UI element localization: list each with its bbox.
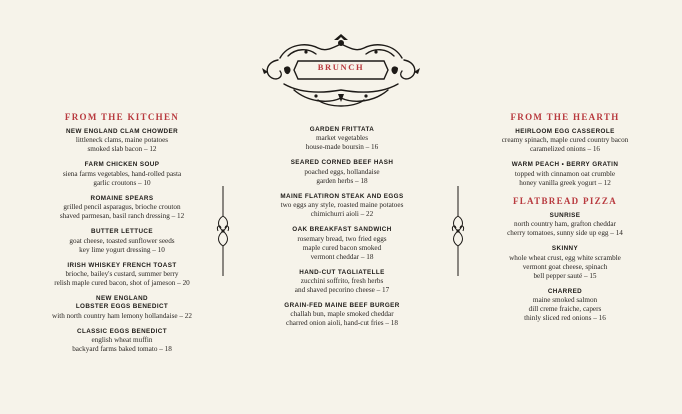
menu-item-name: HAND-CUT TAGLIATELLE: [299, 268, 385, 276]
menu-item-desc: vermont cheddar – 18: [310, 252, 374, 261]
menu-item-desc: key lime yogurt dressing – 10: [79, 245, 165, 254]
menu-item: [474, 245, 656, 280]
menu-item: [38, 328, 206, 354]
menu-item-desc: charred onion aioli, hand-cut fries – 18: [286, 319, 398, 328]
mains-column: [244, 126, 440, 335]
menu-item-desc: brioche, bailey's custard, summer berry: [65, 270, 179, 279]
menu-item: [474, 128, 656, 154]
menu-item: [38, 228, 206, 254]
menu-item: [38, 128, 206, 154]
menu-item-desc: north country ham, grafton cheddar: [514, 220, 616, 229]
menu-item-desc: challah bun, maple smoked cheddar: [290, 310, 394, 319]
menu-item-name: CHARRED: [547, 287, 583, 295]
menu-item-name: SKINNY: [551, 245, 579, 253]
ornamental-divider-icon: [216, 186, 230, 276]
menu-item-desc: bell pepper sauté – 15: [533, 271, 597, 280]
menu-item-desc: dill creme fraiche, capers: [528, 305, 602, 314]
menu-item-desc: chimichurri aioli – 22: [310, 210, 374, 219]
menu-item-name: SEARED CORNED BEEF HASH: [290, 159, 394, 167]
hearth-column: [474, 112, 656, 330]
menu-item: [244, 159, 440, 185]
menu-item-name: MAINE FLATIRON STEAK AND EGGS: [280, 192, 404, 200]
menu-item-desc: siena farms vegetables, hand-rolled pasta: [62, 169, 182, 178]
menu-item-desc: topped with cinnamon oat crumble: [514, 169, 616, 178]
menu-item-desc: backyard farms baked tomato – 18: [72, 345, 172, 354]
menu-item-name: NEW ENGLAND CLAM CHOWDER: [65, 128, 179, 135]
menu-item-desc: relish maple cured bacon, shot of jameson – 20: [54, 279, 190, 288]
menu-item-desc: smoked slab bacon – 12: [87, 145, 157, 154]
menu-item-desc: market vegetables: [315, 134, 369, 143]
menu-item-name: HEIRLOOM EGG CASSEROLE: [515, 128, 615, 135]
menu-item: [244, 226, 440, 261]
menu-item-desc: zucchini soffrito, fresh herbs: [300, 277, 384, 286]
menu-item-desc: garden herbs – 18: [316, 176, 368, 185]
section-heading-flatbread: FLATBREAD PIZZA: [512, 195, 618, 206]
menu-item-desc: english wheat muffin: [91, 336, 153, 345]
menu-item-name: FARM CHICKEN SOUP: [84, 161, 160, 169]
menu-item-desc: creamy spinach, maple cured country bacon: [501, 136, 629, 145]
ornamental-divider-icon: [451, 186, 465, 276]
menu-item-name: WARM PEACH • BERRY GRATIN: [511, 161, 619, 169]
menu-item: [38, 262, 206, 288]
menu-item: [244, 302, 440, 328]
section-heading-kitchen: FROM THE KITCHEN: [64, 112, 180, 122]
menu-item-desc: grilled pencil asparagus, brioche crouton: [63, 203, 181, 212]
menu-item: [38, 161, 206, 187]
section-heading-hearth: FROM THE HEARTH: [510, 112, 620, 122]
menu-item: [474, 212, 656, 238]
menu-item-name: NEW ENGLAND: [96, 295, 148, 303]
page-title: BRUNCH: [317, 62, 365, 72]
kitchen-column: [38, 112, 206, 361]
menu-item-desc: littleneck clams, maine potatoes: [75, 136, 169, 145]
menu-item-desc: and shaved pecorino cheese – 17: [294, 286, 390, 295]
menu-item: [474, 288, 656, 323]
menu-item-name: CLASSIC EGGS BENEDICT: [77, 327, 167, 335]
menu-item-desc: shaved parmesan, basil ranch dressing – 12: [59, 212, 185, 221]
menu-item-desc: rosemary bread, two fried eggs: [297, 234, 387, 243]
menu-item-name: OAK BREAKFAST SANDWICH: [292, 226, 392, 234]
menu-item-name: IRISH WHISKEY FRENCH TOAST: [67, 261, 177, 269]
menu-item-desc: caramelized onions – 16: [529, 145, 601, 154]
menu-item-desc: whole wheat crust, egg white scramble: [509, 253, 621, 262]
ornamental-crest-icon: [258, 34, 424, 110]
menu-item-desc: with north country ham lemony hollandaise – 22: [52, 311, 192, 320]
menu-item-name: GARDEN FRITTATA: [309, 126, 375, 133]
menu-item: [474, 161, 656, 187]
menu-item-desc: vermont goat cheese, spinach: [522, 262, 608, 271]
menu-item-desc: cherry tomatoes, sunny side up egg – 14: [507, 229, 623, 238]
menu-item: [244, 126, 440, 152]
menu-item-desc: thinly sliced red onions – 16: [524, 314, 606, 323]
menu-item-desc: garlic croutons – 10: [93, 178, 151, 187]
menu-item-name: GRAIN-FED MAINE BEEF BURGER: [284, 302, 400, 310]
menu-item-desc: two eggs any style, roasted maine potatoes: [280, 201, 404, 210]
menu-item: [38, 195, 206, 221]
menu-item-desc: maine smoked salmon: [532, 296, 598, 305]
menu-item-name: BUTTER LETTUCE: [91, 228, 153, 236]
menu-item: [38, 295, 206, 321]
menu-item-desc: maple cured bacon smoked: [302, 243, 382, 252]
menu-item-desc: poached eggs, hollandaise: [304, 167, 380, 176]
menu-item-name: LOBSTER EGGS BENEDICT: [75, 303, 169, 311]
menu-item-name: ROMAINE SPEARS: [90, 194, 154, 202]
menu-item: [244, 269, 440, 295]
menu-item-desc: honey vanilla greek yogurt – 12: [519, 178, 611, 187]
brunch-crest: [258, 34, 424, 110]
menu-item-desc: house-made boursin – 16: [305, 143, 379, 152]
menu-item-desc: goat cheese, toasted sunflower seeds: [69, 236, 175, 245]
menu-item: [244, 193, 440, 219]
menu-item-name: SUNRISE: [549, 211, 581, 219]
